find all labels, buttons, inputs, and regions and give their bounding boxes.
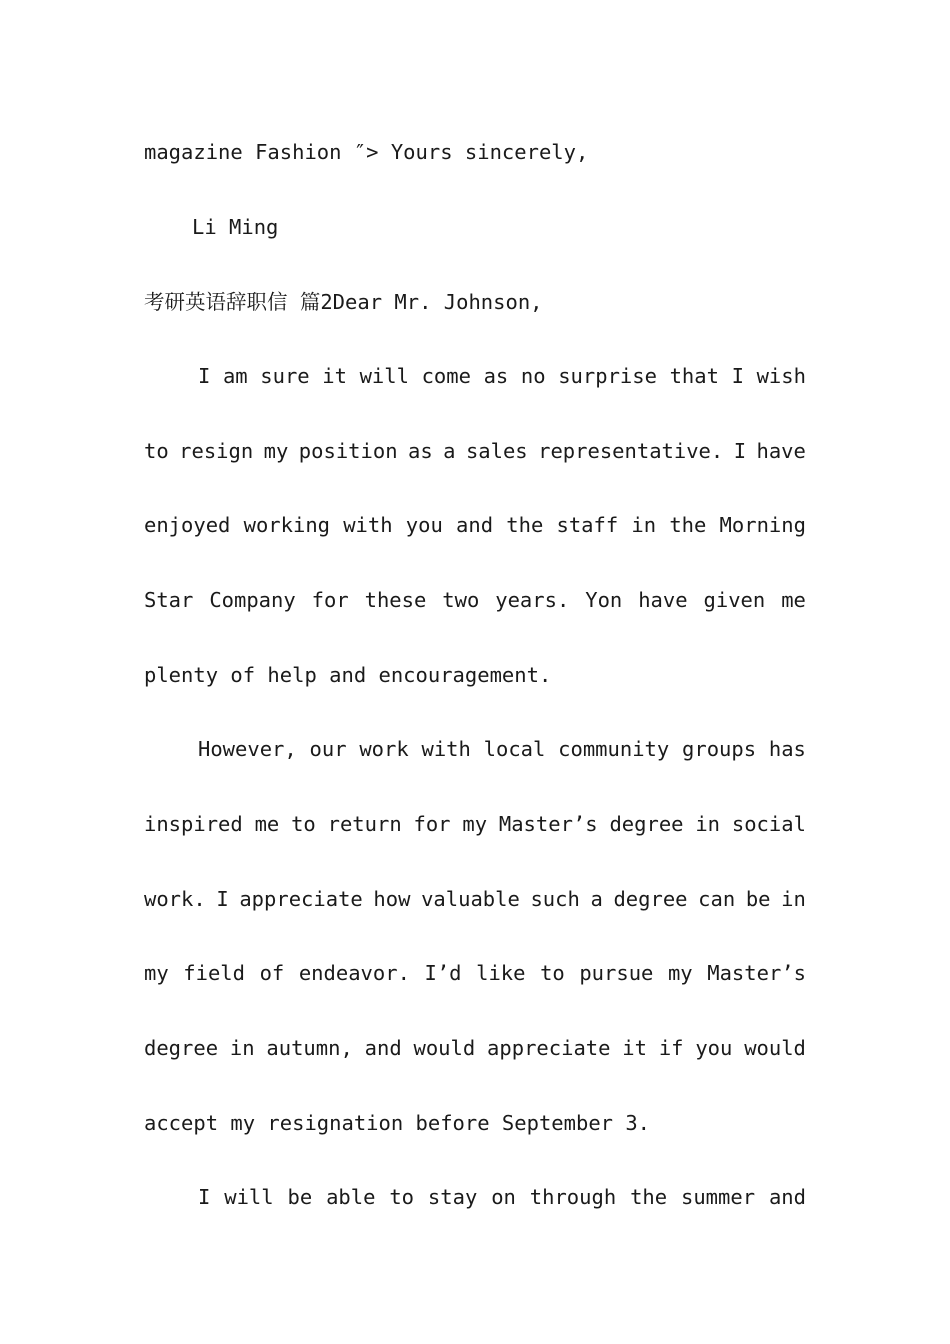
word: the	[630, 1185, 668, 1209]
word: the	[506, 513, 544, 537]
word: with	[421, 737, 471, 761]
word: as	[408, 439, 433, 463]
word: able	[326, 1185, 376, 1209]
text-line-paragraph1-start	[198, 361, 806, 391]
word: has	[768, 737, 806, 761]
word: two	[442, 588, 480, 612]
word: However,	[198, 737, 297, 761]
word: am	[222, 364, 248, 388]
text-line-paragraph3-start	[198, 1182, 806, 1212]
text-line	[144, 510, 806, 540]
word: degree	[609, 812, 684, 836]
text-line	[144, 809, 806, 839]
word: in	[695, 812, 721, 836]
text-line-signature: Li Ming	[192, 215, 279, 239]
text-line-paragraph2-start	[198, 734, 806, 764]
word: in	[229, 1036, 255, 1060]
word: Morning	[719, 513, 806, 537]
word: Master’s	[707, 961, 806, 985]
word: my	[667, 961, 693, 985]
word: given	[703, 588, 766, 612]
word: to	[389, 1185, 415, 1209]
word: of	[259, 961, 285, 985]
word: for	[413, 812, 451, 836]
word: the	[669, 513, 707, 537]
word: representative.	[538, 439, 724, 463]
word: degree	[613, 887, 688, 911]
word: you	[405, 513, 443, 537]
word: can	[698, 887, 736, 911]
word: community	[558, 737, 670, 761]
word: appreciate	[239, 887, 363, 911]
text-line	[144, 436, 806, 466]
word: my	[462, 812, 488, 836]
word: as	[483, 364, 509, 388]
word: wish	[756, 364, 806, 388]
word: these	[364, 588, 427, 612]
word: stay	[427, 1185, 478, 1209]
word: have	[638, 588, 688, 612]
word: to	[144, 439, 169, 463]
word: will	[359, 364, 409, 388]
word: resign	[179, 439, 254, 463]
word: would	[413, 1036, 476, 1060]
word: that	[669, 364, 719, 388]
word: no	[520, 364, 546, 388]
word: for	[311, 588, 349, 612]
word: Master’s	[498, 812, 598, 836]
word: it	[622, 1036, 647, 1060]
word: you	[695, 1036, 733, 1060]
word: groups	[682, 737, 757, 761]
text-line-paragraph1-end: plenty of help and encouragement.	[144, 663, 552, 687]
word: I’d	[424, 961, 462, 985]
word: my	[144, 961, 169, 985]
text-line-heading-salutation: 考研英语辞职信 篇2Dear Mr. Johnson,	[144, 290, 543, 314]
word: years.	[495, 588, 570, 612]
word: summer	[680, 1185, 756, 1209]
word: field	[183, 961, 245, 985]
word: our	[309, 737, 347, 761]
word: to	[291, 812, 316, 836]
word: position	[298, 439, 398, 463]
word: staff	[556, 513, 619, 537]
text-line-paragraph2-end: accept my resignation before September 3.	[144, 1111, 651, 1135]
word: autumn,	[266, 1036, 353, 1060]
word: it	[322, 364, 347, 388]
word: I	[198, 364, 211, 388]
text-line	[144, 958, 806, 988]
word: a	[443, 439, 456, 463]
word: surprise	[558, 364, 657, 388]
word: valuable	[421, 887, 520, 911]
word: Company	[209, 588, 296, 612]
word: return	[327, 812, 402, 836]
word: in	[631, 513, 657, 537]
word: on	[491, 1185, 516, 1209]
word: I	[733, 439, 747, 463]
word: endeavor.	[298, 961, 410, 985]
word: Star	[144, 588, 194, 612]
word: inspired	[144, 812, 243, 836]
word: would	[744, 1036, 806, 1060]
word: me	[254, 812, 280, 836]
word: I	[216, 887, 229, 911]
word: I	[198, 1185, 211, 1209]
word: to	[540, 961, 565, 985]
word: sales	[465, 439, 528, 463]
word: with	[343, 513, 393, 537]
word: my	[263, 439, 289, 463]
word: and	[456, 513, 494, 537]
word: sure	[260, 364, 310, 388]
word: like	[476, 961, 526, 985]
word: enjoyed	[144, 513, 231, 537]
word: appreciate	[487, 1036, 611, 1060]
word: work	[359, 737, 409, 761]
word: me	[781, 588, 806, 612]
word: local	[483, 737, 546, 761]
text-line	[144, 585, 806, 615]
word: pursue	[579, 961, 654, 985]
word: how	[373, 887, 411, 911]
text-line	[144, 884, 806, 914]
word: have	[756, 439, 806, 463]
word: social	[731, 812, 806, 836]
word: through	[529, 1185, 617, 1209]
word: work.	[144, 887, 206, 911]
word: Yon	[585, 588, 623, 612]
word: such	[530, 887, 580, 911]
word: and	[364, 1036, 402, 1060]
word: working	[243, 513, 331, 537]
word: will	[224, 1185, 274, 1209]
word: in	[781, 887, 806, 911]
word: I	[731, 364, 744, 388]
word: if	[658, 1036, 684, 1060]
word: come	[421, 364, 471, 388]
text-line-closing: magazine Fashion ″> Yours sincerely,	[144, 140, 589, 164]
word: a	[590, 887, 603, 911]
word: be	[745, 887, 771, 911]
word: and	[768, 1185, 806, 1209]
word: degree	[144, 1036, 219, 1060]
text-line	[144, 1033, 806, 1063]
word: be	[287, 1185, 313, 1209]
